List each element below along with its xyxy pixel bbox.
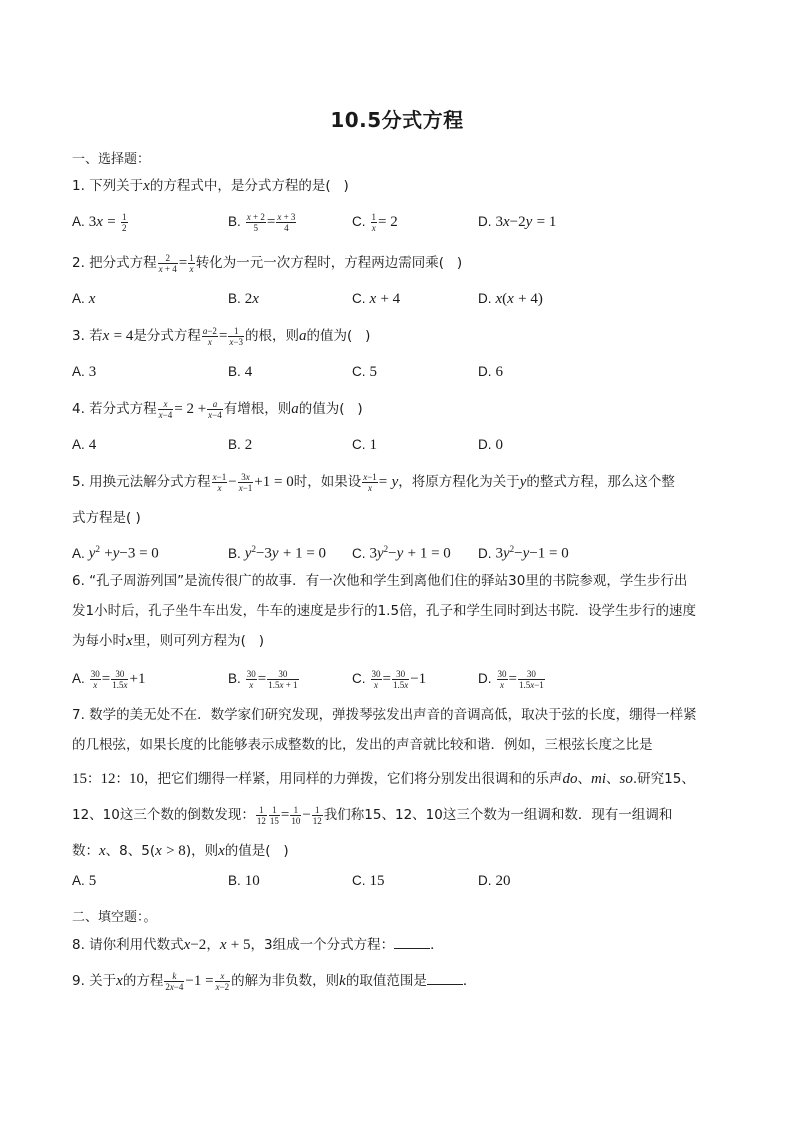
q8-answer-blank[interactable]: [394, 934, 430, 949]
question-6-line3: 为每小时x里，则可列方程为( ): [72, 633, 265, 649]
question-7-line2: 的几根弦，如果长度的比能够表示成整数的比，发出的声音就比较和谐．例如，三根弦长度之比是: [72, 737, 653, 753]
question-1-stem: 1. 下列关于x的方程式中，是分式方程的是( ): [72, 178, 349, 194]
section-fill-heading: 二、填空题：。: [72, 910, 157, 925]
q5-option-d[interactable]: D. $3y^2-y-1 = 0$: [478, 544, 569, 562]
question-5-stem-line2: 式方程是( ): [72, 510, 141, 526]
q6-option-a[interactable]: A. $\frac{30}{x}$ = $\frac{30}{1.5x}$ +1: [72, 668, 146, 690]
q7-option-b[interactable]: B. 10: [228, 873, 260, 889]
question-6-options: [72, 667, 724, 691]
question-5-stem-line1: 5. 用换元法解分式方程 $\frac{x-1}{x}$ − $\frac{3x}{x-1}$ +1 = 0时，如果设 $\frac{x-1}{x}$ = y，将原方程化为关于y的整式方程，那么这个整: [72, 471, 675, 493]
q2-option-d[interactable]: D. x(x + 4): [478, 291, 543, 307]
q9-answer-blank[interactable]: [427, 970, 463, 985]
q2-option-c[interactable]: C. x + 4: [352, 291, 401, 307]
q4-option-a[interactable]: A. 4: [72, 437, 97, 453]
question-2-stem: 2. 把分式方程 $\frac{2}{x + 4}$ = $\frac{1}{x}$ 转化为一元一次方程时，方程两边需同乘( ): [72, 252, 463, 274]
q1-option-a[interactable]: A. 3x = $\frac{1}{2}$: [72, 211, 127, 233]
q5-option-b[interactable]: B. $y^2-3y + 1 = 0$: [228, 544, 327, 562]
question-7-line5: 数：x、8、5(x > 8)，则x的值是( ): [72, 843, 289, 859]
question-4-options: [72, 433, 724, 457]
question-7-line3: 15：12：10，把它们绷得一样紧，用同样的力弹拨，它们将分别发出很调和的乐声do、mi、so.研究15、: [72, 771, 695, 787]
question-6-line2: 发1小时后，孔子坐牛车出发，牛车的速度是步行的1.5倍，孔子和学生同时到达书院．设学生步行的速度: [72, 603, 697, 619]
page-title: 10.5分式方程: [330, 108, 464, 132]
question-3-stem: 3. 若x = 4是分式方程 $\frac{a-2}{x}$ = $\frac{1}{x-3}$ 的根，则a的值为( ): [72, 325, 371, 347]
q6-option-b[interactable]: B. $\frac{30}{x}$ = $\frac{30}{1.5x + 1}$: [228, 668, 298, 690]
q4-option-c[interactable]: C. 1: [352, 437, 377, 453]
question-8-stem: 8. 请你利用代数式x−2，x + 5，3组成一个分式方程： ．: [72, 934, 724, 956]
q3-option-c[interactable]: C. 5: [352, 364, 377, 380]
q4-option-d[interactable]: D. 0: [478, 437, 503, 453]
q7-option-a[interactable]: A. 5: [72, 873, 97, 889]
q2-option-b[interactable]: B. 2x: [228, 291, 259, 307]
q3-option-b[interactable]: B. 4: [228, 364, 253, 380]
q3-option-a[interactable]: A. 3: [72, 364, 97, 380]
q7-option-c[interactable]: C. 15: [352, 873, 385, 889]
question-9-stem: 9. 关于x的方程 $\frac{k}{2x-4}$ −1 = $\frac{x}{x-2}$ 的解为非负数，则k的取值范围是 ．: [72, 970, 477, 992]
question-4-stem: 4. 若分式方程 $\frac{x}{x-4}$ = 2 + $\frac{a}{x-4}$ 有增根，则a的值为( ): [72, 398, 363, 420]
q5-option-c[interactable]: C. $3y^2-y + 1 = 0$: [352, 544, 451, 562]
question-6-line1: 6. “孔子周游列国”是流传很广的故事．有一次他和学生到离他们住的驿站30里的书院参观，学生步行出: [72, 573, 688, 589]
question-7-line1: 7. 数学的美无处不在．数学家们研究发现，弹拨琴弦发出声音的音调高低，取决于弦的长度，绷得一样紧: [72, 707, 697, 723]
q2-option-a[interactable]: A. x: [72, 291, 96, 307]
question-7-options: [72, 869, 724, 893]
question-7-line4: 12、10这三个数的倒数发现： $\frac{1}{12}$ $\frac{1}{15}$ = $\frac{1}{10}$ − $\frac{1}{12}$ 我们称15、12、10这三个数为一组调和数．现有一组调和: [72, 804, 673, 826]
question-2-options: [72, 287, 724, 311]
section-choice-heading: 一、选择题：: [72, 152, 151, 167]
question-3-options: [72, 360, 724, 384]
q6-option-d[interactable]: D. $\frac{30}{x}$ = $\frac{30}{1.5x-1}$: [478, 668, 544, 690]
q5-option-a[interactable]: A. $y^2 +y-3 = 0$: [72, 544, 159, 562]
q7-option-d[interactable]: D. 20: [478, 873, 511, 889]
q3-option-d[interactable]: D. 6: [478, 364, 503, 380]
q1-option-b[interactable]: B. $\frac{x + 2}{5}$ = $\frac{x + 3}{4}$: [228, 211, 296, 233]
question-5-options: [72, 537, 724, 561]
q4-option-b[interactable]: B. 2: [228, 437, 253, 453]
q1-option-c[interactable]: C. $\frac{1}{x}$ = 2: [352, 211, 398, 233]
question-1-options: [72, 210, 724, 234]
q1-option-d[interactable]: D. 3x−2y = 1: [478, 214, 557, 230]
q6-option-c[interactable]: C. $\frac{30}{x}$ = $\frac{30}{1.5x}$ −1: [352, 668, 427, 690]
